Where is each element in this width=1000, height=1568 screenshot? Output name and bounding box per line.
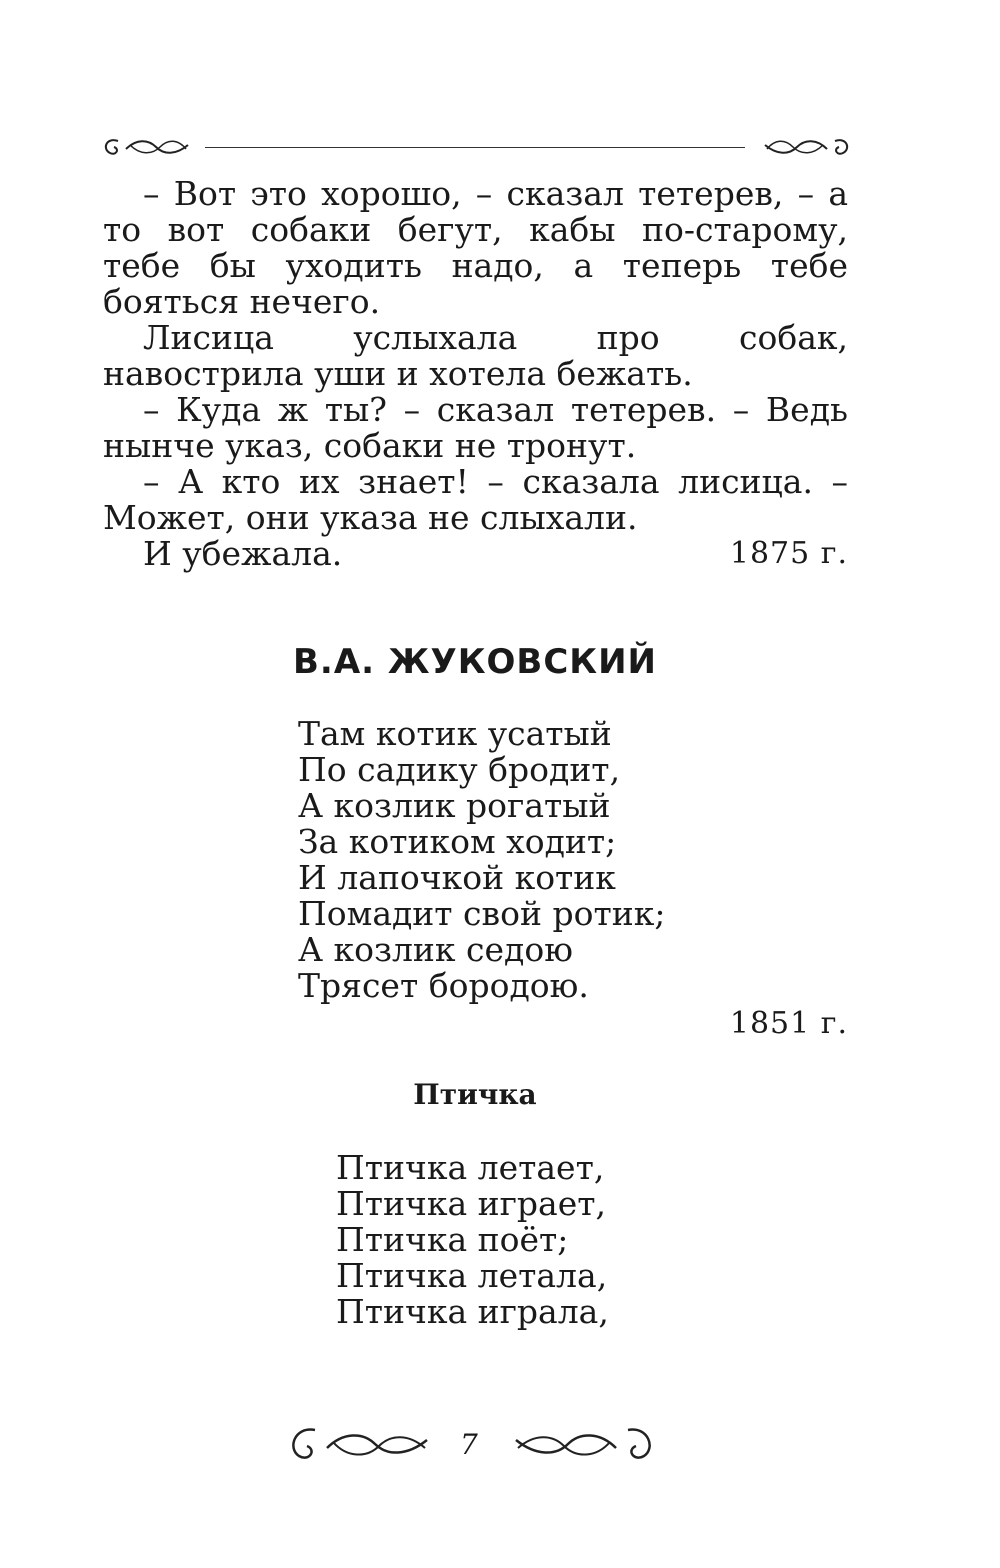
prose-paragraph: И убежала. [143, 534, 343, 573]
poem-line: Помадит свой ротик; [298, 894, 666, 933]
poem-line: И лапочкой котик [298, 858, 616, 897]
poem-line: А козлик рогатый [298, 786, 611, 825]
poem-line: Трясет бородою. [298, 966, 589, 1005]
poem-line: Птичка играет, [336, 1184, 606, 1223]
prose-paragraph: – Вот это хорошо, – сказал тетерев, – а то вот собаки бегут, кабы по-старому, тебе бы уходить надо, а теперь тебе бояться нечего. [103, 174, 848, 321]
poem-line: А козлик седою [298, 930, 573, 969]
page-number: 7 [460, 1428, 478, 1461]
prose-paragraph: – А кто их знает! – сказала лисица. – Может, они указа не слыхали. [103, 462, 848, 537]
bottom-right-flourish-icon [508, 1422, 658, 1472]
top-rule [205, 147, 745, 148]
prose-block [103, 176, 848, 572]
poem-title: Птичка [413, 1078, 537, 1111]
prose-paragraph: – Куда ж ты? – сказал тетерев. – Ведь нынче указ, собаки не тронут. [103, 390, 848, 465]
author-heading: В.А. ЖУКОВСКИЙ [293, 642, 657, 682]
poem-line: Птичка летала, [336, 1256, 608, 1295]
poem-line: Птичка летает, [336, 1148, 605, 1187]
poem-line: Птичка играла, [336, 1292, 609, 1331]
poem-line: Птичка поёт; [336, 1220, 569, 1259]
top-left-flourish-icon [100, 133, 195, 163]
bottom-left-flourish-icon [285, 1422, 435, 1472]
prose-paragraph: Лисица услыхала про собак, навострила уши и хотела бежать. [103, 318, 848, 393]
top-right-flourish-icon [758, 133, 853, 163]
poem-untitled [298, 716, 665, 1004]
poem-ptichka [336, 1150, 609, 1330]
poem-line: Там котик усатый [298, 714, 612, 753]
poem-year: 1851 г. [729, 1006, 848, 1041]
prose-year: 1875 г. [729, 536, 848, 571]
poem-line: По садику бродит, [298, 750, 621, 789]
poem-line: За котиком ходит; [298, 822, 617, 861]
